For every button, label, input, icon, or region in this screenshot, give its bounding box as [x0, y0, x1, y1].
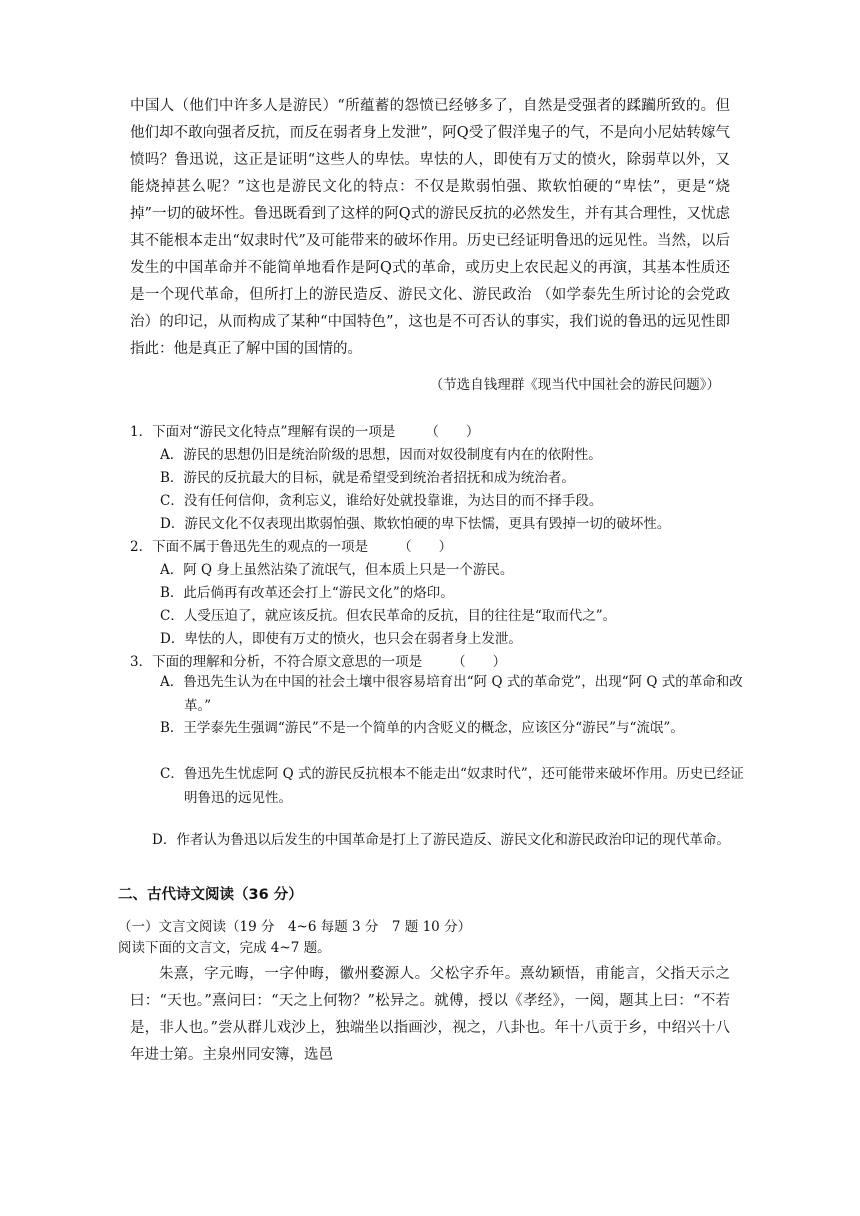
question-1-option-d: D．游民文化不仅表现出欺弱怕强、欺软怕硬的卑下怯懦，更具有毁掉一切的破坏性。: [160, 516, 671, 532]
question-1: [130, 421, 730, 444]
section-2-subheading: （一）文言文阅读（19 分 4~6 每题 3 分 7 题 10 分）: [118, 919, 472, 935]
question-1-answer-blank: （ ）: [425, 424, 480, 440]
question-3-option-a: A．鲁迅先生认为在中国的社会土壤中很容易培育出“阿 Q 式的革命党”，出现“阿 Q 式的革命和改革。”: [160, 674, 743, 714]
section-2-instruction: 阅读下面的文言文，完成 4~7 题。: [118, 940, 331, 956]
section-2-heading: 二、古代诗文阅读（36 分）: [118, 887, 303, 903]
question-2-option-d: D．卑怯的人，即使有万丈的愤火，也只会在弱者身上发泄。: [160, 631, 522, 647]
question-2-stem: 2．下面不属于鲁迅先生的观点的一项是: [130, 539, 369, 555]
question-2-option-b: B．此后倘再有改革还会打上“游民文化”的烙印。: [160, 585, 454, 601]
question-3-stem: 3．下面的理解和分析，不符合原文意思的一项是: [130, 654, 423, 670]
question-3-option-c: C．鲁迅先生忧虑阿 Q 式的游民反抗根本不能走出“奴隶时代”，还可能带来破坏作用。历史已经证明鲁迅的远见性。: [160, 766, 744, 806]
question-3-answer-blank: （ ）: [452, 654, 507, 670]
question-2: [130, 536, 730, 559]
question-2-option-c: C．人受压迫了，就应该反抗。但农民革命的反抗，目的往往是“取而代之”。: [160, 608, 617, 624]
question-2-option-a: A．阿 Q 身上虽然沾染了流氓气，但本质上只是一个游民。: [160, 562, 514, 578]
passage-1: 中国人（他们中许多人是游民）“所蕴蓄的怨愤已经够多了，自然是受强者的蹂躏所致的。但他们却不敢向强者反抗，而反在弱者身上发泄”，阿Q受了假洋鬼子的气，不是向小尼姑转嫁气愤吗？鲁迅说，这正是证明“这些人的卑怯。卑怯的人，即使有万丈的愤火，除弱草以外，又能烧掉甚么呢？”这也是游民文化的特点：不仅是欺弱怕强、欺软怕硬的“卑怯”，更是“烧掉”一切的破坏性。鲁迅既看到了这样的阿Q式的游民反抗的必然发生，并有其合理性，又忧虑其不能根本走出“奴隶时代”及可能带来的破坏作用。历史已经证明鲁迅的远见性。当然，以后发生的中国革命并不能简单地看作是阿Q式的革命，或历史上农民起义的再演，其基本性质还是一个现代革命，但所打上的游民造反、游民文化、游民政治 （如学泰先生所讨论的会党政治）的印记，从而构成了某种“中国特色”，这也是不可否认的事实，我们说的鲁迅的远见性即指此：他是真正了解中国的国情的。: [130, 98, 730, 357]
question-1-stem: 1．下面对“游民文化特点”理解有误的一项是: [130, 424, 396, 440]
source-citation: （节选自钱理群《现当代中国社会的游民问题》）: [429, 377, 720, 393]
question-1-option-c: C．没有任何信仰，贪利忘义，谁给好处就投靠谁，为达目的而不择手段。: [160, 493, 603, 509]
question-3-option-d: D．作者认为鲁迅以后发生的中国革命是打上了游民造反、游民文化和游民政治印记的现代革命。: [152, 832, 730, 848]
classical-passage: 朱熹，字元晦，一字仲晦，徽州婺源人。父松字乔年。熹幼颖悟，甫能言，父指天示之曰：“天也。”熹问曰：“天之上何物？”松异之。就傅，授以《孝经》，一阅，题其上曰：“不若是，非人也。”尝从群儿戏沙上，独端坐以指画沙，视之，八卦也。年十八贡于乡，中绍兴十八年进士第。主泉州同安簿，选邑: [130, 966, 730, 1063]
question-1-option-a: A．游民的思想仍旧是统治阶级的思想，因而对奴役制度有内在的依附性。: [160, 447, 602, 463]
question-3-option-b: B．王学泰先生强调“游民”不是一个简单的内含贬义的概念，应该区分“游民”与“流氓”。: [160, 720, 684, 736]
question-2-answer-blank: （ ）: [398, 539, 453, 555]
question-1-option-b: B．游民的反抗最大的目标，就是希望受到统治者招抚和成为统治者。: [160, 470, 575, 486]
